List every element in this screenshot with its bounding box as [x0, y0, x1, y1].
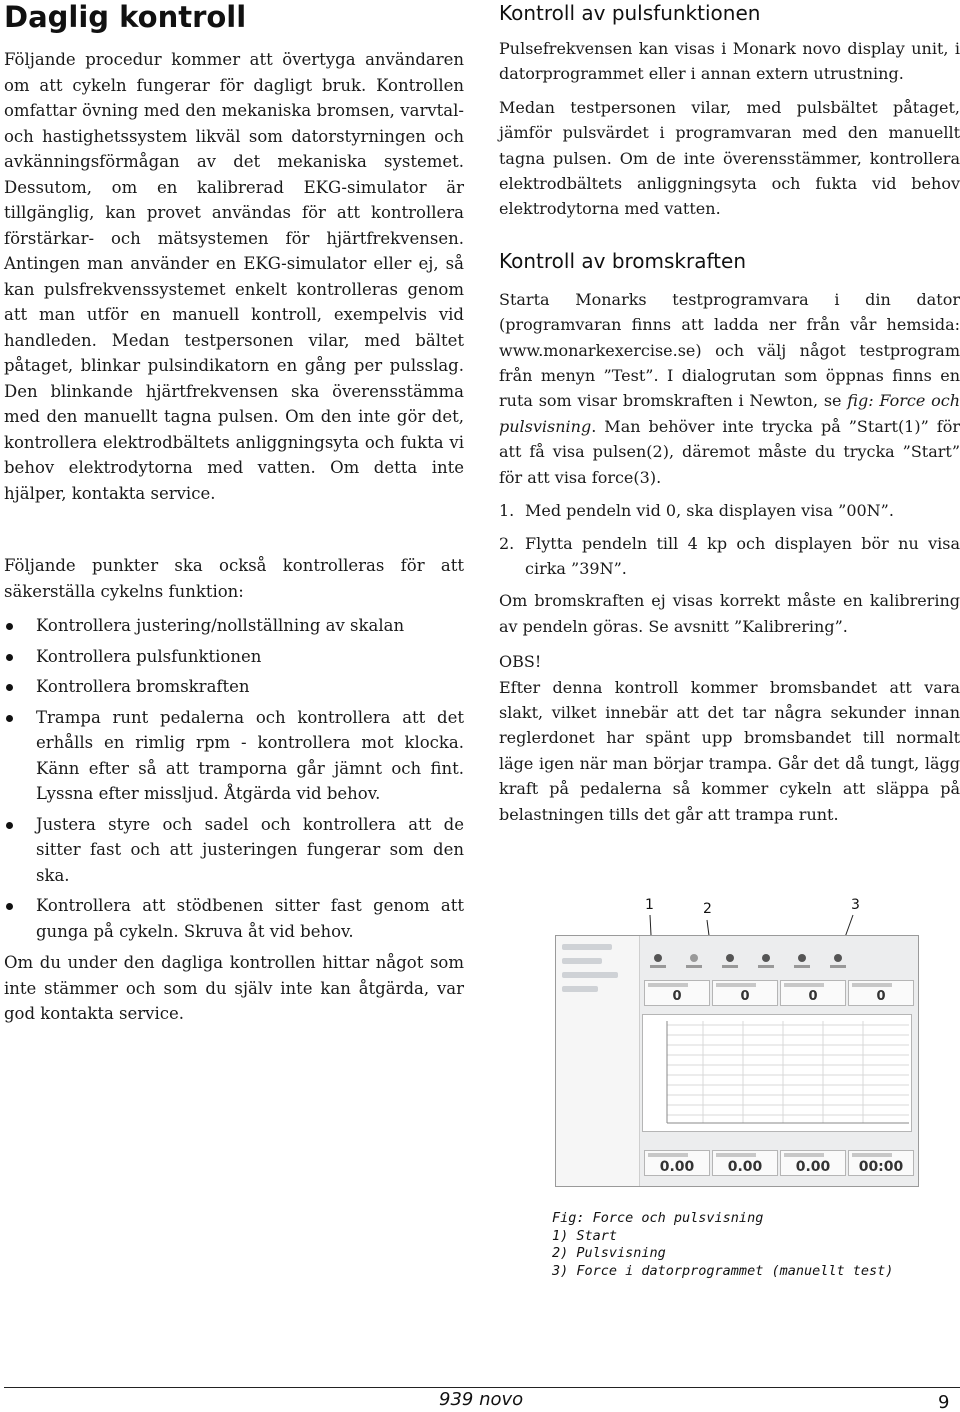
list-item: Kontrollera justering/nollställning av skalan — [4, 613, 464, 639]
time-readout: 00:00 — [848, 1150, 914, 1176]
left-column — [4, 0, 464, 1027]
footer-divider — [4, 1387, 960, 1388]
brake-section-title: Kontroll av bromskraften — [499, 248, 747, 273]
plot-area — [642, 1014, 912, 1132]
pulse-readout: 0 — [712, 980, 778, 1006]
readout-box: 0 — [848, 980, 914, 1006]
list-item: 2. Flytta pendeln till 4 kp och displayen bör nu visa cirka ”39N”. — [499, 533, 960, 578]
pulse-section-title: Kontroll av pulsfunktionen — [499, 1, 761, 25]
figure-caption: Fig: Force och pulsvisning 1) Start 2) Pulsvisning 3) Force i datorprogrammet (manuellt test) — [552, 1210, 894, 1279]
brake-paragraph-2: Om bromskraften ej visas korrekt måste en kalibrering av pendeln göras. Se avsnitt ”Kalibrering”. — [499, 591, 960, 636]
callout-3: 3 — [851, 897, 860, 913]
checks-list — [4, 613, 464, 944]
list-item: 1. Med pendeln vid 0, ska displayen visa ”00N”. — [499, 501, 894, 521]
toolbar-button-icon[interactable] — [826, 954, 850, 974]
checks-intro: Följande punkter ska också kontrolleras för att säkerställa cykelns funktion: — [4, 556, 464, 601]
pulse-paragraph-1: Pulsefrekvensen kan visas i Monark novo display unit, i datorprogrammet eller i annan extern utrustning. — [499, 39, 960, 84]
obs-label: OBS! — [499, 652, 542, 672]
steps-list — [499, 498, 960, 581]
footer-model-name: 939 novo — [439, 1389, 524, 1410]
list-item: Kontrollera att stödbenen sitter fast genom att gunga på cykeln. Skruva åt vid behov. — [4, 893, 464, 944]
toolbar-button-icon[interactable] — [754, 954, 778, 974]
toolbar-button-icon[interactable] — [790, 954, 814, 974]
plot-grid — [643, 1015, 913, 1133]
force-readout: 0 — [780, 980, 846, 1006]
readout-box: 0.00 — [712, 1150, 778, 1176]
readout-box: 0.00 — [780, 1150, 846, 1176]
pulse-paragraph-2: Medan testpersonen vilar, med pulsbältet påtaget, jämför pulsvärdet i programvaran med den manuellt tagna pulsen. Om de inte överensstämmer, kontrollera elektrodbältets anliggningsyta och fukta vid behov elektrodytorna med vatten. — [499, 97, 960, 219]
list-item: Justera styre och sadel och kontrollera att de sitter fast och att justeringen fungerar som den ska. — [4, 812, 464, 889]
toolbar-button-icon[interactable] — [682, 954, 706, 974]
readout-box: 0.00 — [644, 1150, 710, 1176]
page-title: Daglig kontroll — [4, 0, 247, 34]
toolbar-button-icon[interactable] — [718, 954, 742, 974]
brake-paragraph-1: Starta Monarks testprogramvara i din dator (programvaran finns att ladda ner från vår hemsida: www.monarkexercise.se) och välj något testprogram från menyn ”Test”. I dialogrutan som öppnas finns en ruta som visar bromskraften i Newton, se fig: Force och pulsvisning. Man behöver inte trycka på ”Start(1)” för att få visa pulsen(2), däremot måste du trycka ”Start” för att visa force(3). — [499, 289, 960, 487]
callout-1: 1 — [645, 897, 654, 913]
callout-2: 2 — [703, 901, 712, 917]
right-column — [499, 0, 960, 827]
intro-paragraph: Följande procedur kommer att övertyga användaren om att cykeln fungerar för dagligt bruk. Kontrollen omfattar övning med den mekaniska bromsen, varvtal- och hastighetssystem likväl som datorstyrningen och avkänningsförmågan av det mekaniska systemet. Dessutom, om en kalibrerad EKG-simulator är tillgänglig, kan provet användas för att kontrollera förstärkar- och mätsystemen för hjärtfrekvensen. Antingen man använder en EKG-simulator eller ej, så kan pulsfrekvenssystemet enkelt kontrolleras genom att man utför en manuell kontroll, exempelvis vid handleden. Medan testpersonen vilar, med bältet påtaget, blinkar pulsindikatorn en gång per pulsslag. Den blinkande hjärtfrekvensen ska överensstämma med den manuellt tagna pulsen. Om den inte gör det, kontrollera elektrodbältets anliggningsyta och fukta vi behov elektrodytorna med vatten. Om detta inte hjälper, kontakta service. — [4, 50, 464, 503]
page-number: 9 — [938, 1392, 950, 1412]
toolbar — [642, 954, 912, 974]
obs-paragraph: Efter denna kontroll kommer bromsbandet att vara slakt, vilket innebär att det tar några sekunder innan reglerdonet har spänt upp bromsbandet till normalt läge igen när man börjar trampa. Går det då tungt, lägg kraft på pedalerna så kommer cykeln att släppa på belastningen tills det går att trampa runt. — [499, 677, 960, 824]
figure-reference: fig: Force och pulsvisning — [499, 391, 960, 436]
closing-paragraph: Om du under den dagliga kontrollen hittar något som inte stämmer och som du själv inte kan åtgärda, var god kontakta service. — [4, 953, 464, 1023]
list-item: Kontrollera bromskraften — [4, 674, 464, 700]
start-icon[interactable] — [646, 954, 670, 974]
sidebar-panel — [556, 936, 640, 1186]
list-item: Kontrollera pulsfunktionen — [4, 644, 464, 670]
readout-box: 0 — [644, 980, 710, 1006]
software-screenshot — [555, 935, 919, 1187]
list-item: Trampa runt pedalerna och kontrollera att det erhålls en rimlig rpm - kontrollera mot klocka. Känn efter så att tramporna går jämnt och fint. Lyssna efter missljud. Åtgärda vid behov. — [4, 705, 464, 807]
